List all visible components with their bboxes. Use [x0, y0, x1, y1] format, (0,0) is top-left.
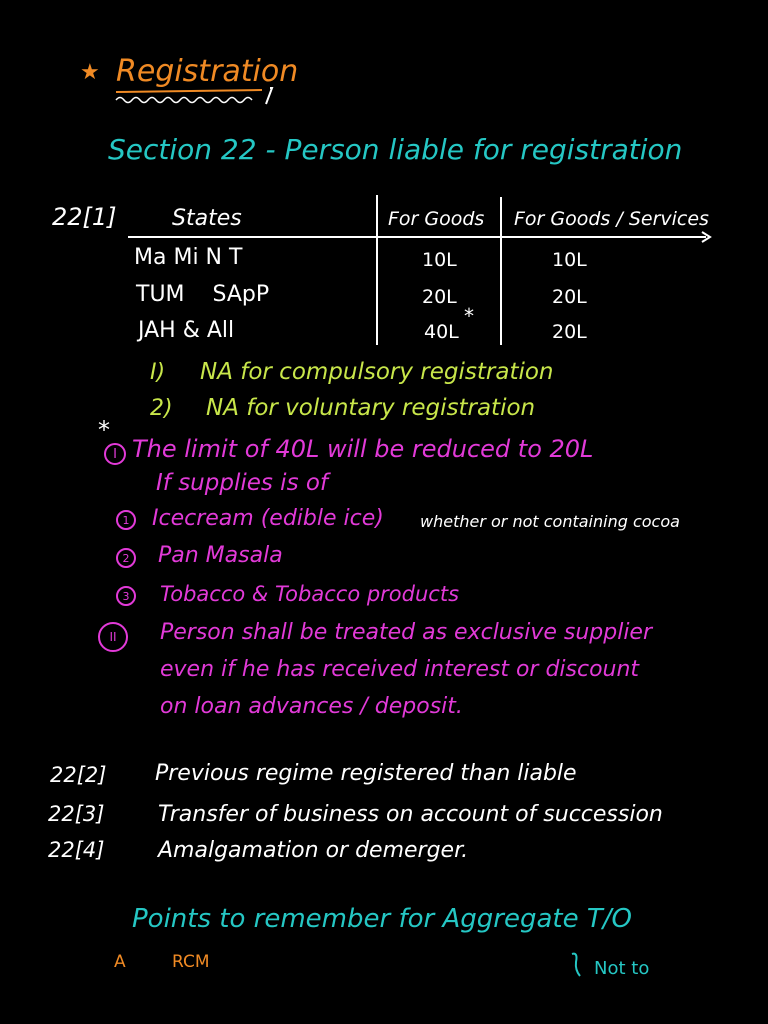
roman-one-badge: I	[104, 443, 126, 465]
table-row-state: JAH & All	[138, 318, 235, 343]
subsection-text-22-3: Transfer of business on account of succession	[158, 802, 663, 827]
bottom-rcm: RCM	[172, 952, 210, 972]
subsection-ref-22-1: 22[1]	[52, 203, 117, 231]
table-header-goods: For Goods	[388, 208, 485, 230]
table-divider-2	[500, 197, 502, 345]
table-row-services: 20L	[552, 286, 587, 308]
table-row-goods: 40L	[424, 321, 459, 343]
exclusive-supplier-line: Person shall be treated as exclusive supplier	[160, 620, 653, 645]
subsection-ref-22-4: 22[4]	[48, 838, 105, 862]
roman-two-badge: II	[98, 622, 128, 652]
interest-discount-line: even if he has received interest or discount	[160, 657, 640, 682]
table-row-state: TUM SApP	[136, 282, 270, 307]
na-note-number: I)	[150, 360, 166, 385]
na-note-text: NA for voluntary registration	[206, 395, 536, 421]
table-divider-1	[376, 195, 378, 345]
item-number-badge: 3	[116, 586, 136, 606]
bottom-letter: A	[114, 952, 126, 972]
subsection-ref-22-3: 22[3]	[48, 802, 105, 826]
item-number-badge: 1	[116, 510, 136, 530]
table-header-states: States	[172, 206, 242, 231]
table-goods-star-icon: *	[464, 304, 474, 328]
table-row-services: 10L	[552, 249, 587, 271]
star-bullet-icon: ★	[80, 60, 100, 85]
bottom-brace-icon	[568, 950, 588, 978]
table-row-services: 20L	[552, 321, 587, 343]
subsection-ref-22-2: 22[2]	[50, 763, 107, 787]
table-row-goods: 10L	[422, 249, 457, 271]
item-icecream-extra: whether or not containing cocoa	[420, 512, 680, 531]
table-rule-arrow-icon	[700, 230, 714, 244]
section-title: Section 22 - Person liable for registration	[108, 133, 683, 166]
item-tobacco: Tobacco & Tobacco products	[160, 582, 460, 606]
na-note-number: 2)	[150, 396, 173, 421]
subsection-text-22-2: Previous regime registered than liable	[155, 761, 577, 786]
table-row-goods: 20L	[422, 286, 457, 308]
table-header-goods-services: For Goods / Services	[514, 208, 709, 230]
limit-reduction-line: The limit of 40L will be reduced to 20L	[132, 435, 594, 463]
item-pan-masala: Pan Masala	[158, 543, 283, 568]
item-number-badge: 2	[116, 548, 136, 568]
star-note-icon: *	[98, 416, 110, 444]
na-note-text: NA for compulsory registration	[200, 359, 554, 385]
points-title: Points to remember for Aggregate T/O	[132, 904, 632, 934]
table-header-rule	[128, 236, 706, 238]
bottom-cut-text: Not to	[594, 958, 650, 979]
heading-underline	[112, 86, 282, 106]
table-row-state: Ma Mi N T	[134, 245, 243, 270]
subsection-text-22-4: Amalgamation or demerger.	[158, 838, 469, 863]
heading-title: Registration	[116, 54, 299, 89]
loan-advances-line: on loan advances / deposit.	[160, 694, 463, 719]
item-icecream: Icecream (edible ice)	[152, 506, 384, 531]
supplies-line: If supplies is of	[156, 470, 329, 496]
